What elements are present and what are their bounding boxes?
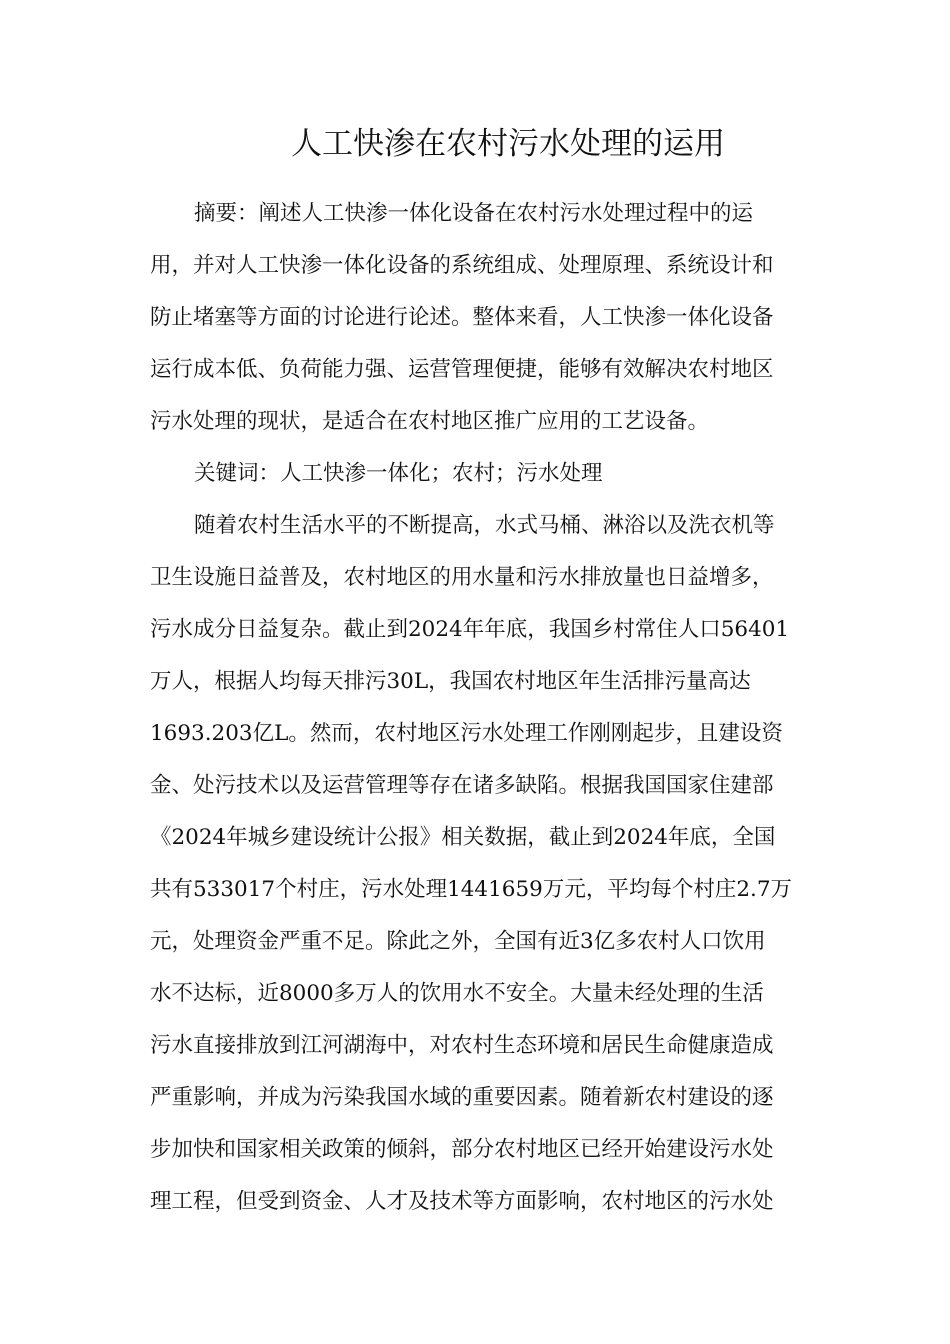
body-line: 元，处理资金严重不足。除此之外，全国有近3亿多农村人口饮用 — [150, 929, 766, 954]
body-line: 共有533017个村庄，污水处理1441659万元，平均每个村庄2.7万 — [150, 877, 793, 902]
body-line: 步加快和国家相关政策的倾斜，部分农村地区已经开始建设污水处 — [150, 1137, 774, 1162]
abstract-line: 摘要：阐述人工快渗一体化设备在农村污水处理过程中的运 — [194, 201, 754, 226]
abstract-line: 防止堵塞等方面的讨论进行论述。整体来看，人工快渗一体化设备 — [150, 305, 774, 330]
body-line: 金、处污技术以及运营管理等存在诸多缺陷。根据我国国家住建部 — [150, 773, 774, 798]
body-line: 卫生设施日益普及，农村地区的用水量和污水排放量也日益增多， — [150, 565, 774, 590]
body-line: 严重影响，并成为污染我国水域的重要因素。随着新农村建设的逐 — [150, 1085, 774, 1110]
body-line: 随着农村生活水平的不断提高，水式马桶、淋浴以及洗衣机等 — [194, 513, 775, 538]
body-line: 水不达标，近8000多万人的饮用水不安全。大量未经处理的生活 — [150, 981, 764, 1006]
keywords-line: 关键词：人工快渗一体化；农村；污水处理 — [194, 461, 603, 486]
abstract-line: 用，并对人工快渗一体化设备的系统组成、处理原理、系统设计和 — [150, 253, 774, 278]
page-title: 人工快渗在农村污水处理的运用 — [291, 126, 725, 162]
body-line: 1693.203亿L。然而，农村地区污水处理工作刚刚起步，且建设资 — [150, 721, 783, 746]
body-line: 《2024年城乡建设统计公报》相关数据，截止到2024年底，全国 — [150, 825, 776, 850]
body-line: 污水直接排放到江河湖海中，对农村生态环境和居民生命健康造成 — [150, 1033, 774, 1058]
abstract-line: 污水处理的现状，是适合在农村地区推广应用的工艺设备。 — [150, 409, 710, 434]
abstract-line: 运行成本低、负荷能力强、运营管理便捷，能够有效解决农村地区 — [150, 357, 774, 382]
body-line: 污水成分日益复杂。截止到2024年年底，我国乡村常住人口56401 — [150, 617, 790, 642]
body-line: 万人，根据人均每天排污30L，我国农村地区年生活排污量高达 — [150, 669, 751, 694]
body-line: 理工程，但受到资金、人才及技术等方面影响，农村地区的污水处 — [150, 1189, 774, 1214]
